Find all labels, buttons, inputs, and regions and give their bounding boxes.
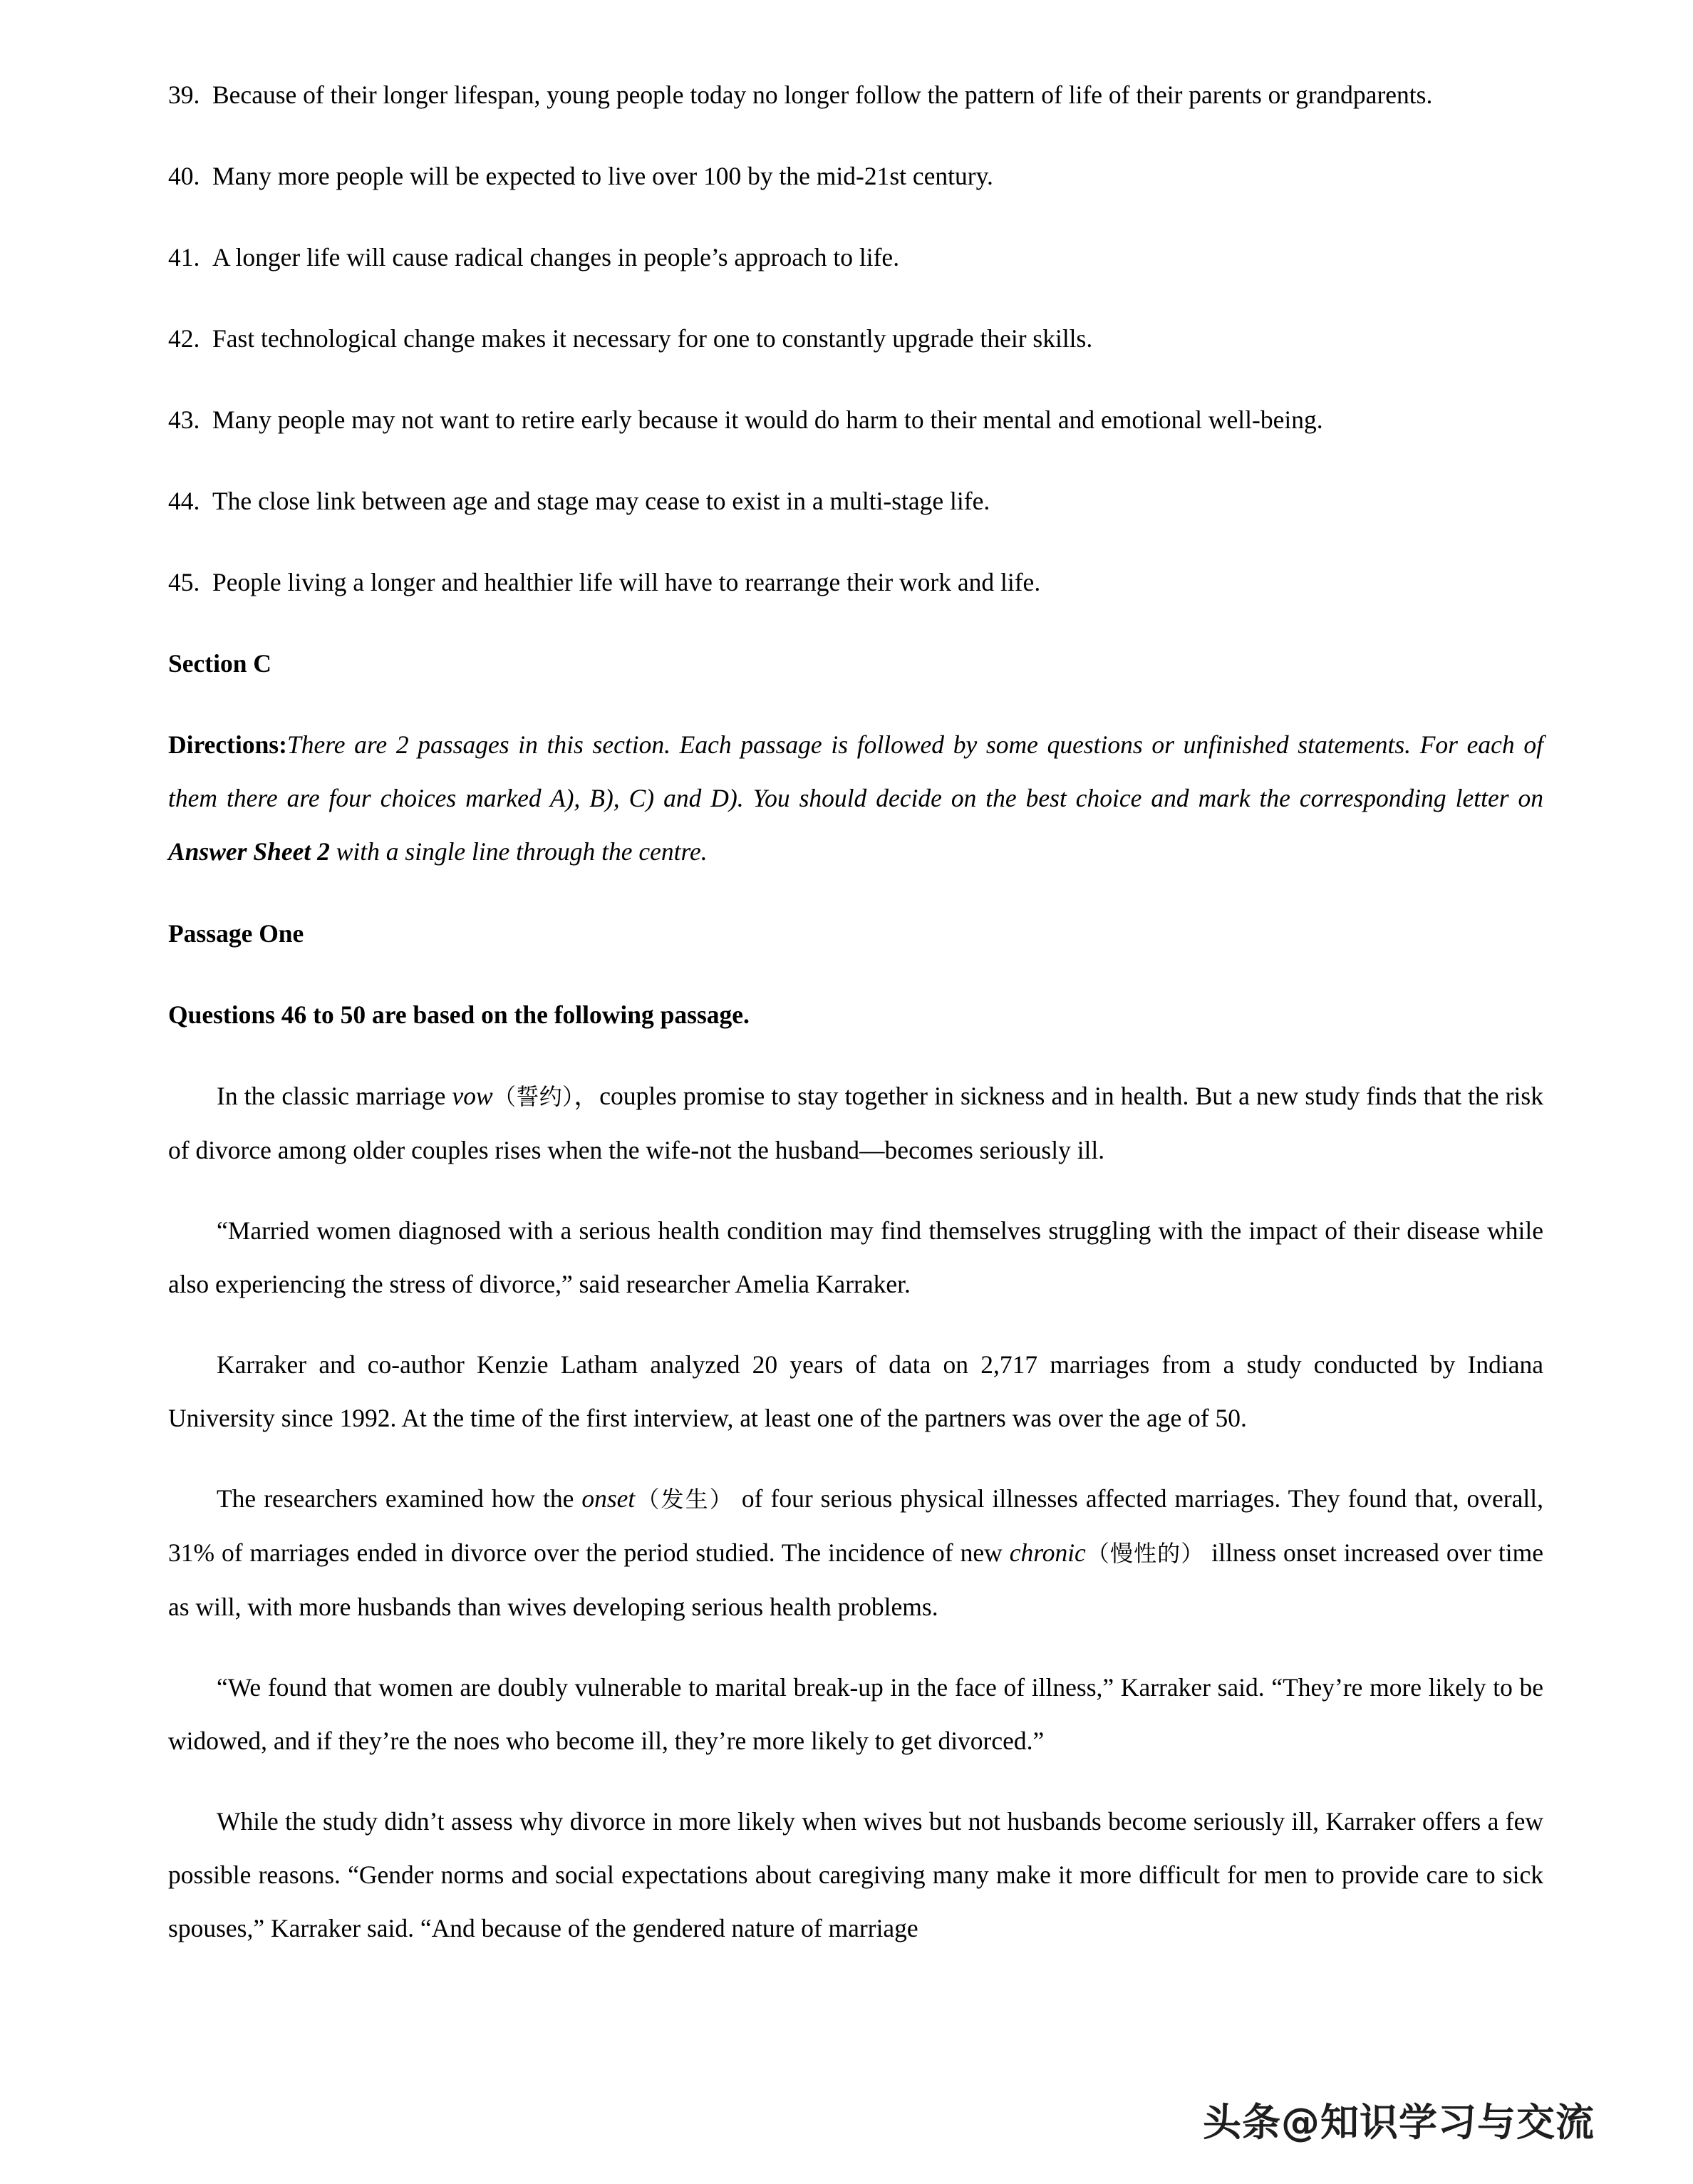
directions-text-part2: with a single line through the centre.	[329, 837, 708, 866]
statement-item-39	[168, 68, 1543, 122]
paragraph-text-run: ，couples promise to stay together in sickness and in health. But a new study finds that the risk of divorce among older couples rises when the wife-not the husband—becomes seriously ill.	[168, 1082, 1543, 1164]
directions-answer-sheet-emphasis: Answer Sheet 2	[168, 837, 330, 866]
statement-number: 40.	[168, 162, 200, 190]
statement-number: 39.	[168, 81, 200, 109]
paragraph-text-run: “Married women diagnosed with a serious health condition may find themselves struggling with the impact of their disease while also experiencing the stress of divorce,” said researcher Amelia Karraker.	[168, 1216, 1543, 1298]
passage-paragraph	[168, 1338, 1543, 1445]
statement-item-43	[168, 393, 1543, 447]
statement-text: A longer life will cause radical changes in people’s approach to life.	[212, 243, 900, 271]
statement-number: 42.	[168, 324, 200, 353]
directions-text-part1: There are 2 passages in this section. Each passage is followed by some questions or unfinished statements. For each of them there are four choices marked A), B), C) and D). You should decide on the best choice and mark the corresponding letter on	[168, 730, 1543, 812]
paragraph-text-run: of four serious physical illnesses affected marriages. They found that, overall, 31% of marriages ended in divorce over the period studied. The incidence of new	[168, 1484, 1543, 1567]
statement-number: 43.	[168, 405, 200, 434]
paragraph-text-run: “We found that women are doubly vulnerable to marital break-up in the face of illness,” Karraker said. “They’re more likely to be widowed, and if they’re the noes who become ill, they’re more likely to get divorced.”	[168, 1673, 1543, 1755]
site-watermark: 头条@知识学习与交流	[1203, 2100, 1595, 2145]
paragraph-text-run: While the study didn’t assess why divorce in more likely when wives but not husbands become seriously ill, Karraker offers a few possible reasons. “Gender norms and social expectations about caregiving many make it more difficult for men to provide care to sick spouses,” Karraker said. “And because of the gendered nature of marriage	[168, 1807, 1543, 1942]
paragraph-text-run: The researchers examined how the	[217, 1484, 582, 1513]
document-body	[168, 68, 1543, 1955]
passage-paragraph	[168, 1795, 1543, 1955]
passage-heading: Passage One	[168, 919, 304, 948]
passage-questions-note: Questions 46 to 50 are based on the following passage.	[168, 1000, 750, 1029]
statement-text: Fast technological change makes it necessary for one to constantly upgrade their skills.	[212, 324, 1093, 353]
paragraph-text-run: Karraker and co-author Kenzie Latham analyzed 20 years of data on 2,717 marriages from a study conducted by Indiana University since 1992. At the time of the first interview, at least one of the partners was over the age of 50.	[168, 1350, 1543, 1432]
statement-number: 44.	[168, 487, 200, 515]
statement-item-42	[168, 312, 1543, 366]
paragraph-text-run: illness onset increased over time as will, with more husbands than wives developing serious health problems.	[168, 1538, 1543, 1621]
statement-text: Because of their longer lifespan, young people today no longer follow the pattern of life of their parents or grandparents.	[212, 81, 1433, 109]
statement-number: 45.	[168, 568, 200, 596]
passage-paragraph	[168, 1070, 1543, 1177]
statement-list	[168, 68, 1543, 609]
statement-text: Many people may not want to retire early because it would do harm to their mental and emotional well-being.	[212, 405, 1323, 434]
statement-text: Many more people will be expected to live over 100 by the mid-21st century.	[212, 162, 993, 190]
statement-item-41	[168, 231, 1543, 284]
statement-number: 41.	[168, 243, 200, 271]
passage-paragraph	[168, 1204, 1543, 1311]
statement-item-44	[168, 475, 1543, 528]
chinese-gloss: （慢性的）	[1085, 1540, 1205, 1567]
statement-item-45	[168, 556, 1543, 609]
glossed-term: chronic	[1009, 1538, 1086, 1567]
directions-label: Directions:	[168, 730, 287, 759]
passage-paragraph	[168, 1472, 1543, 1634]
chinese-gloss: （誓约）	[492, 1083, 574, 1110]
statement-item-40	[168, 150, 1543, 203]
statement-text: People living a longer and healthier life will have to rearrange their work and life.	[212, 568, 1041, 596]
section-directions	[168, 718, 1543, 879]
statement-text: The close link between age and stage may cease to exist in a multi-stage life.	[212, 487, 990, 515]
glossed-term: onset	[581, 1484, 636, 1513]
paragraph-text-run: In the classic marriage	[217, 1082, 452, 1110]
chinese-gloss: （发生）	[635, 1486, 734, 1513]
glossed-term: vow	[452, 1082, 493, 1110]
passage-paragraph	[168, 1661, 1543, 1768]
section-heading: Section C	[168, 649, 271, 678]
passage-text	[168, 1070, 1543, 1955]
